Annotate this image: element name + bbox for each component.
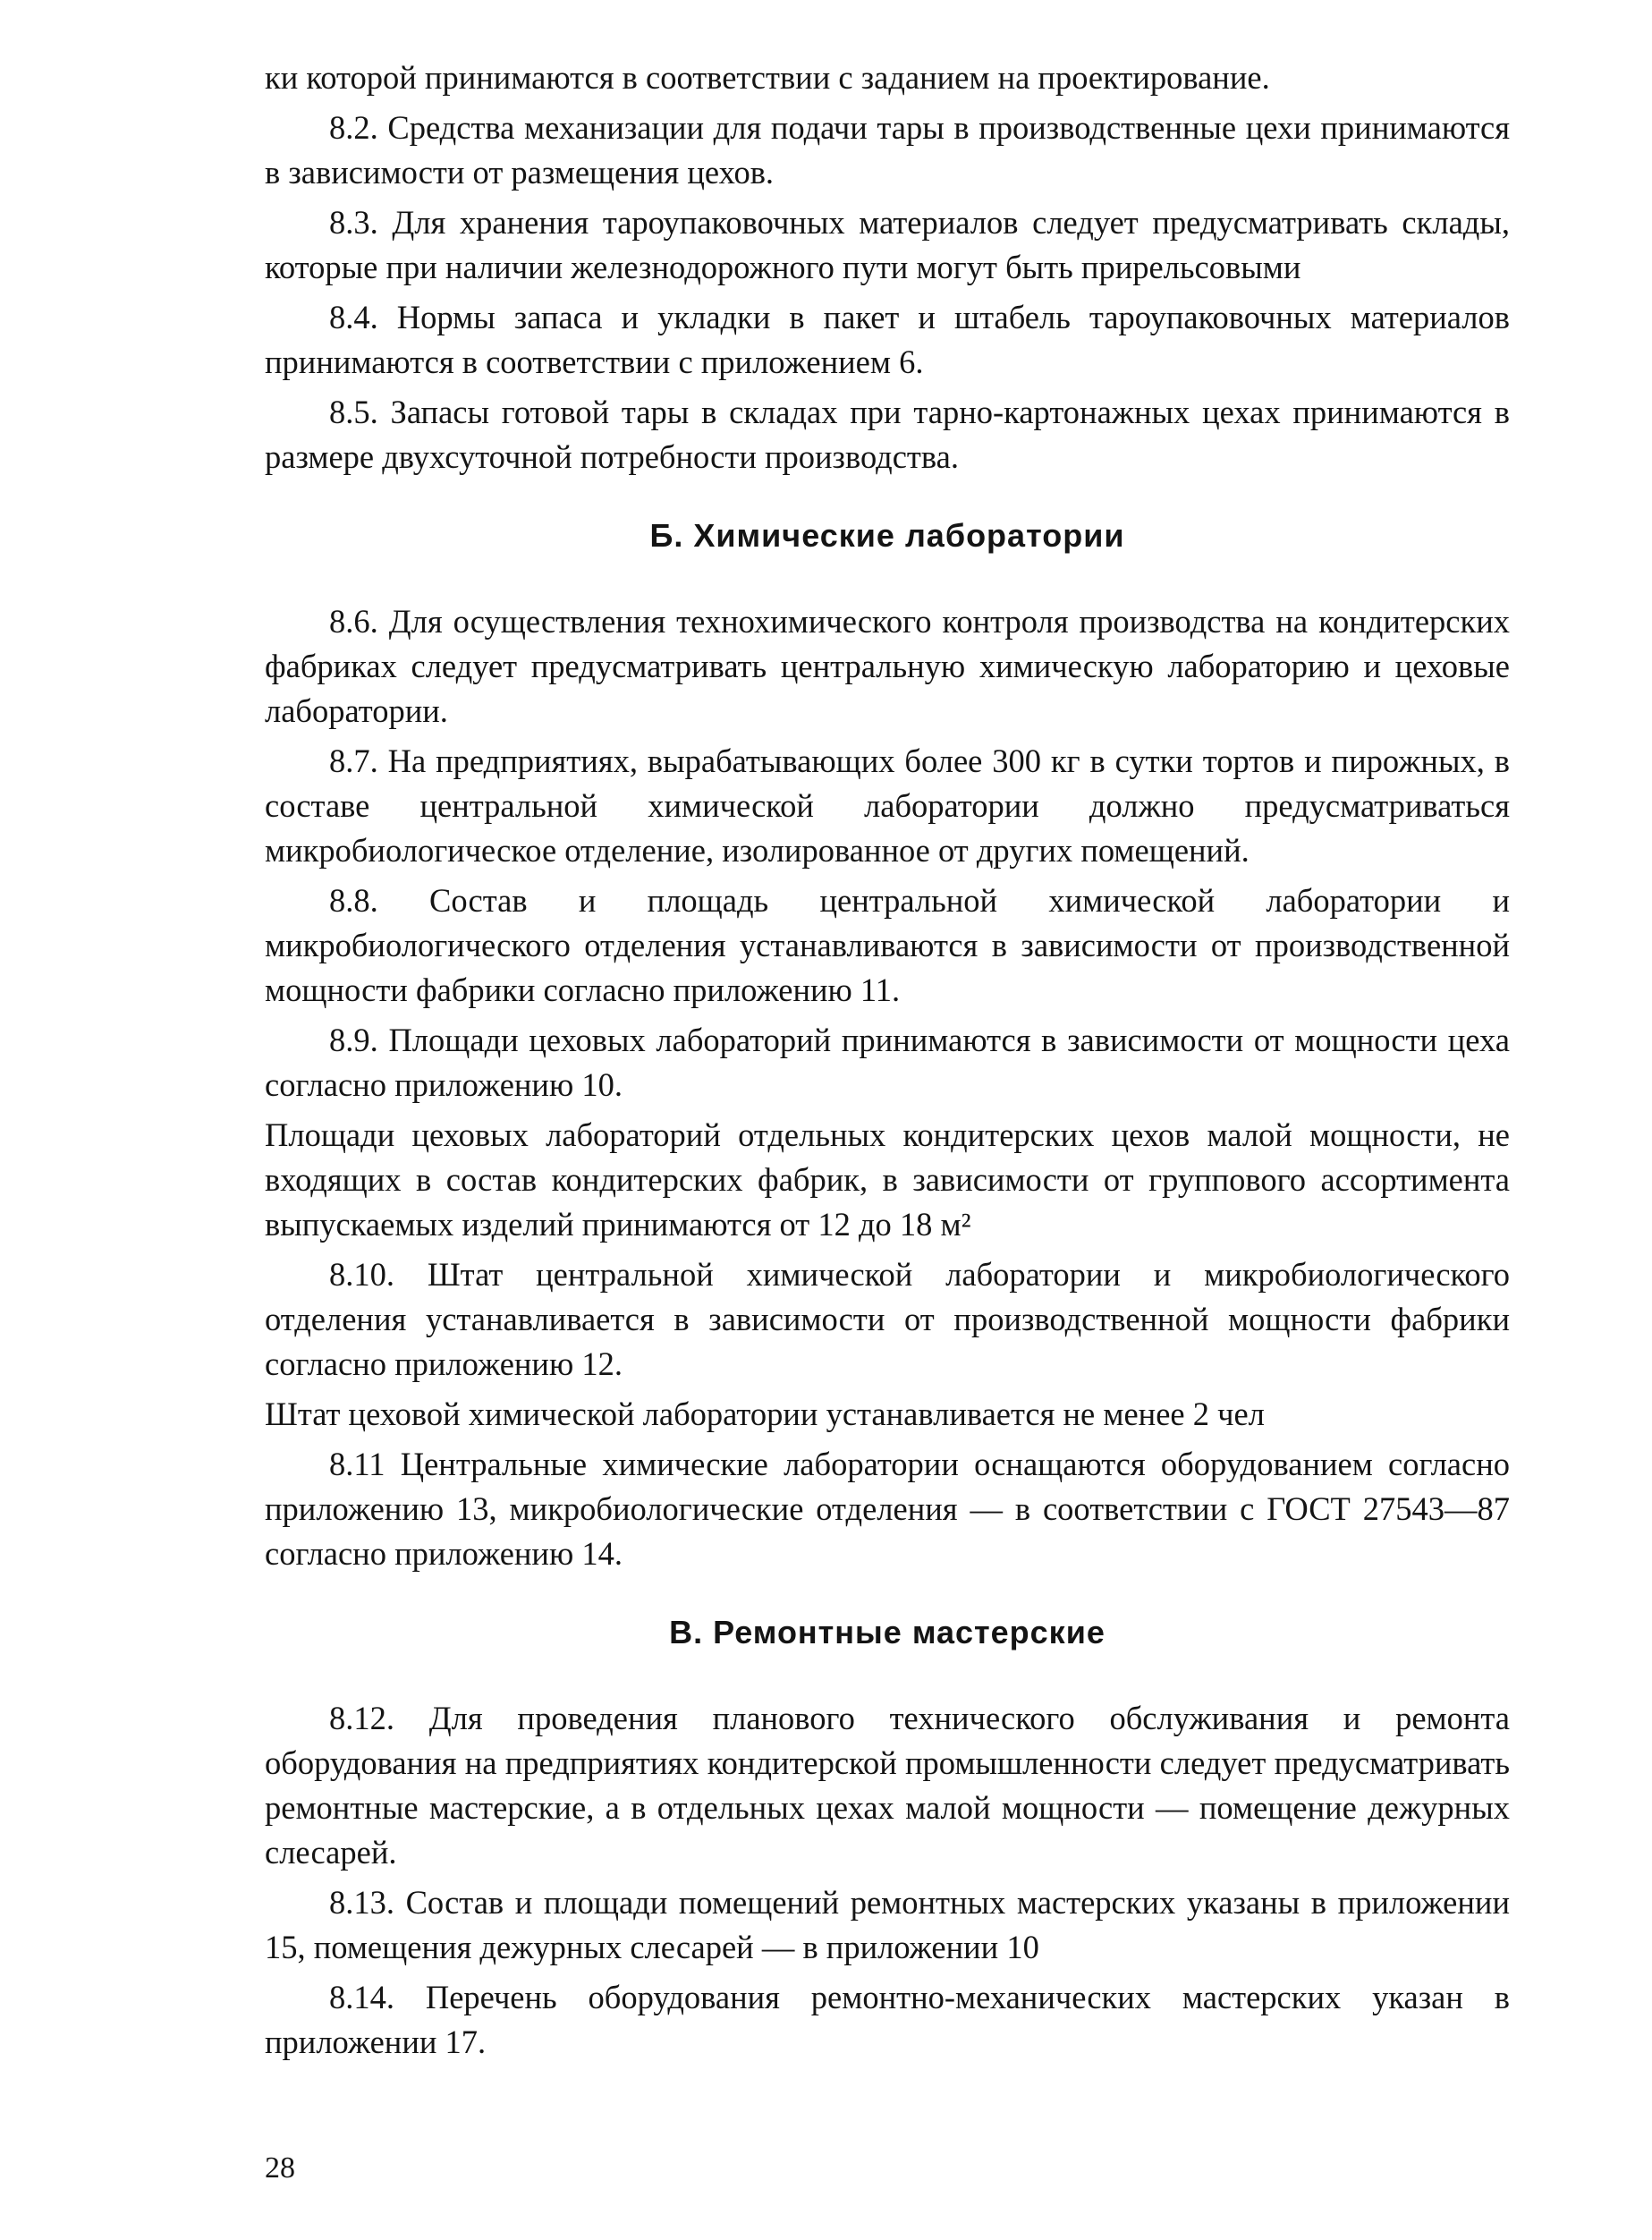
page-body (265, 55, 1510, 2070)
paragraph-8-8: 8.8. Состав и площадь центральной химической лаборатории и микробиологического отделения устанавливаются в зависимости от производственной мощности фабрики согласно приложению 11. (265, 882, 1510, 1008)
paragraph-continuation: ки которой принимаются в соответствии с заданием на проектирование. (265, 59, 1270, 96)
paragraph-lab-staff: Штат цеховой химической лаборатории устанавливается не менее 2 чел (265, 1396, 1265, 1432)
paragraph-lab-areas: Площади цеховых лабораторий отдельных кондитерских цехов малой мощности, не входящих в состав кондитерских фабрик, в зависимости от группового ассортимента выпускаемых изделий принимаются от 12 до 18 м² (265, 1116, 1510, 1243)
paragraph-8-4: 8.4. Нормы запаса и укладки в пакет и штабель тароупаковочных материалов принимаются в соответствии с приложением 6. (265, 299, 1510, 380)
section-heading-chemical-laboratories: Б. Химические лаборатории (649, 517, 1125, 554)
page-number: 28 (265, 2151, 295, 2185)
paragraph-8-11: 8.11 Центральные химические лаборатории оснащаются оборудованием согласно приложению 13, микробиологические отделения — в соответствии с ГОСТ 27543—87 согласно приложению 14. (265, 1446, 1510, 1572)
section-packaging (265, 55, 1510, 479)
paragraph-8-3: 8.3. Для хранения тароупаковочных материалов следует предусматривать склады, которые при наличии железнодорожного пути могут быть прирельсовыми (265, 204, 1510, 285)
paragraph-8-6: 8.6. Для осуществления технохимического контроля производства на кондитерских фабриках следует предусматривать центральную химическую лабораторию и цеховые лаборатории. (265, 603, 1510, 729)
paragraph-8-12: 8.12. Для проведения планового технического обслуживания и ремонта оборудования на предприятиях кондитерской промышленности следует предусматривать ремонтные мастерские, а в отдельных цехах малой мощности — помещение дежурных слесарей. (265, 1700, 1510, 1871)
paragraph-8-9: 8.9. Площади цеховых лабораторий принимаются в зависимости от мощности цеха согласно приложению 10. (265, 1022, 1510, 1103)
paragraph-8-10: 8.10. Штат центральной химической лаборатории и микробиологического отделения устанавливается в зависимости от производственной мощности фабрики согласно приложению 12. (265, 1256, 1510, 1382)
section-chemical-laboratories (265, 513, 1510, 1576)
paragraph-8-7: 8.7. На предприятиях, вырабатывающих более 300 кг в сутки тортов и пирожных, в составе центральной химической лаборатории должно предусматриваться микробиологическое отделение, изолированное от других помещений. (265, 742, 1510, 869)
paragraph-8-2: 8.2. Средства механизации для подачи тары в производственные цехи принимаются в зависимости от размещения цехов. (265, 109, 1510, 191)
section-repair-workshops (265, 1610, 1510, 2065)
paragraph-8-5: 8.5. Запасы готовой тары в складах при тарно-картонажных цехах принимаются в размере двухсуточной потребности производства. (265, 394, 1510, 475)
paragraph-8-14: 8.14. Перечень оборудования ремонтно-механических мастерских указан в приложении 17. (265, 1979, 1510, 2060)
paragraph-8-13: 8.13. Состав и площади помещений ремонтных мастерских указаны в приложении 15, помещения дежурных слесарей — в приложении 10 (265, 1884, 1510, 1965)
section-heading-repair-workshops: В. Ремонтные мастерские (669, 1614, 1106, 1650)
